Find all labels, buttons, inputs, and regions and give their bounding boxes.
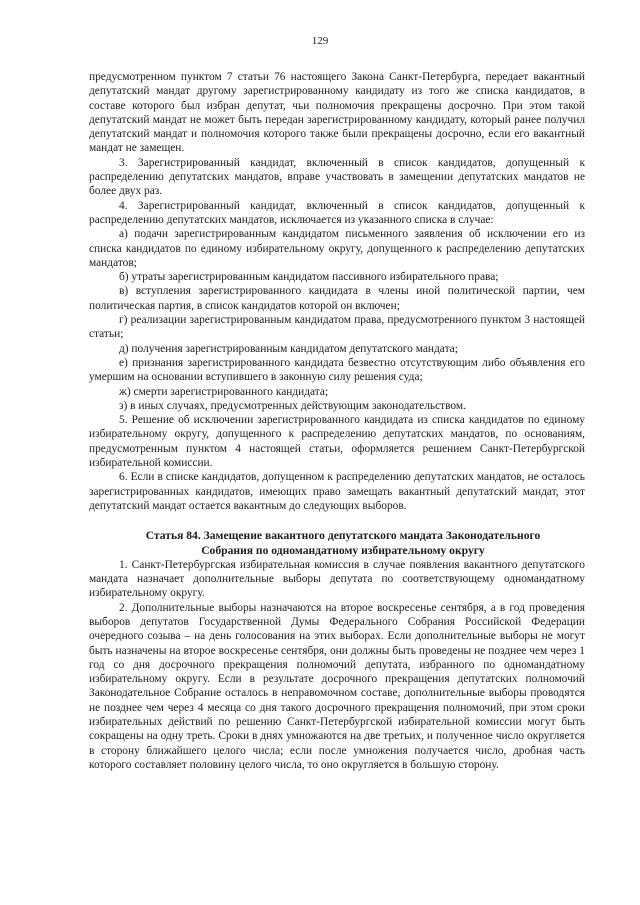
section-spacer	[89, 513, 585, 529]
article-heading-line-2: Собрания по одномандатному избирательному округу	[201, 543, 485, 557]
page-body	[89, 70, 585, 772]
paragraph-article-clause-2: 2. Дополнительные выборы назначаются на второе воскресенье сентября, а в год проведения выборов депутатов Государственной Думы Федерального Собрания Российской Федерации очередного созыва – на день голосования на этих выборах. Если дополнительные выборы не могут быть назначены на второе воскресенье сентября, они должны быть проведены не позднее чем через 1 год со дня досрочного прекращения полномочий депутата, избранного по одномандатному избирательному округу. Если в результате досрочного прекращения депутатских полномочий Законодательное Собрание осталось в неправомочном составе, дополнительные выборы проводятся не позднее чем через 4 месяца со дня такого досрочного прекращения полномочий, при этом сроки избирательных действий по решению Санкт-Петербургской избирательной комиссии могут быть сокращены на одну треть. Сроки в днях умножаются на две третьих, и полученное число округляется в сторону ближайшего целого числа; если после умножения получается число, дробная часть которого составляет половину целого числа, то оно округляется в большую сторону.	[89, 601, 585, 771]
paragraph-subclause-a: а) подачи зарегистрированным кандидатом письменного заявления об исключении его из списка кандидатов по единому избирательному округу, допущенного к распределению депутатских мандатов;	[89, 228, 585, 269]
paragraph-subclause-z: з) в иных случаях, предусмотренных действующим законодательством.	[119, 399, 466, 412]
paragraph-subclause-b: б) утраты зарегистрированным кандидатом пассивного избирательного права;	[119, 271, 499, 284]
article-heading-line-1: Статья 84. Замещение вакантного депутатского мандата Законодательного	[145, 529, 541, 543]
paragraph-continuation: предусмотренном пунктом 7 статьи 76 настоящего Закона Санкт-Петербурга, передает вакантный депутатский мандат другому зарегистрированному кандидату из того же списка кандидатов, в составе которого был избран депутат, чьи полномочия прекращены досрочно. При этом такой депутатский мандат не может быть передан зарегистрированному кандидату, который ранее получил депутатский мандат и полномочия которого также были прекращены досрочно, если его вакантный мандат не замещен.	[89, 71, 585, 155]
paragraph-article-clause-1: 1. Санкт-Петербургская избирательная комиссия в случае появления вакантного депутатского мандата назначает дополнительные выборы депутата по соответствующему одномандатному избирательному округу.	[89, 558, 585, 600]
paragraph-clause-6: 6. Если в списке кандидатов, допущенном к распределению депутатских мандатов, не осталось зарегистрированных кандидатов, имеющих право замещать вакантный депутатский мандат, этот депутатский мандат остается вакантным до следующих выборов.	[89, 471, 585, 512]
paragraph-subclause-d: д) получения зарегистрированным кандидатом депутатского мандата;	[119, 342, 458, 355]
paragraph-clause-4: 4. Зарегистрированный кандидат, включенный в список кандидатов, допущенный к распределению депутатских мандатов, исключается из указанного списка в случае:	[89, 199, 585, 226]
article-heading	[89, 529, 585, 558]
page-number: 129	[311, 35, 329, 47]
paragraph-subclause-g: г) реализации зарегистрированным кандидатом права, предусмотренного пунктом 3 настоящей статьи;	[89, 314, 585, 341]
paragraph-subclause-e: е) признания зарегистрированного кандидата безвестно отсутствующим либо объявления его умершим на основании вступившего в законную силу решения суда;	[89, 356, 585, 384]
paragraph-clause-5: 5. Решение об исключении зарегистрированного кандидата из списка кандидатов по единому избирательному округу, допущенного к распределению депутатских мандатов, по основаниям, предусмотренным пунктом 4 настоящей статьи, оформляется решением Санкт-Петербургской избирательной комиссии.	[89, 414, 585, 470]
paragraph-clause-3: 3. Зарегистрированный кандидат, включенный в список кандидатов, допущенный к распределению депутатских мандатов, вправе участвовать в замещении депутатских мандатов не более двух раз.	[89, 156, 585, 198]
paragraph-subclause-zh: ж) смерти зарегистрированного кандидата;	[119, 385, 329, 398]
paragraph-subclause-v: в) вступления зарегистрированного кандидата в члены иной политической партии, чем политическая партия, в список кандидатов которой он включен;	[89, 285, 585, 312]
